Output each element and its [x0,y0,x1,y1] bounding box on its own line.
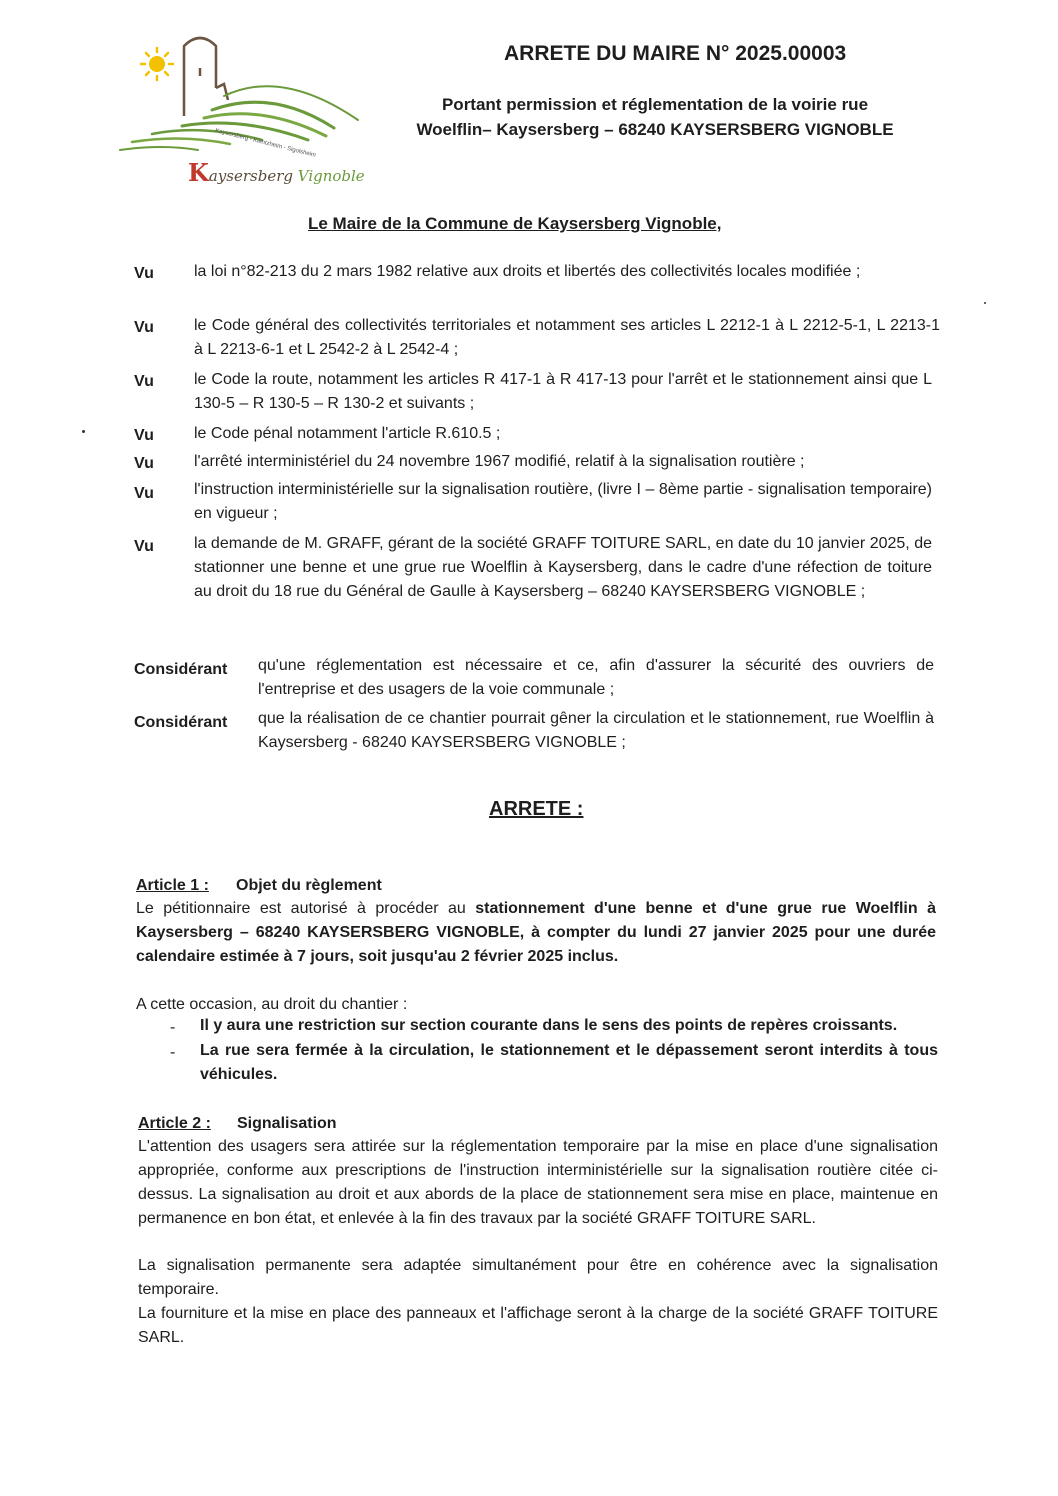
vineyard-icon [120,86,358,150]
mayor-heading: Le Maire de la Commune de Kaysersberg Vignoble, [308,214,722,233]
vu-label: Vu [134,485,154,502]
decree-subtitle: Portant permission et réglementation de la voirie rue Woelflin– Kaysersberg – 68240 KAYSERSBERG VIGNOBLE [416,95,894,139]
article-2-para: L'attention des usagers sera attirée sur la réglementation temporaire par la mise en place d'une signalisation appropriée, conforme aux prescriptions de l'instruction interministérielle sur la signalisation routière citée ci-dessus. La signalisation au droit et aux abords de la place de stationnement sera mise en place, maintenue en permanence en bon état, et enlevée à la fin des travaux par la société GRAFF TOITURE SARL. [138,1138,938,1227]
bullet-dash: - [170,1044,176,1061]
vu-item: la demande de M. GRAFF, gérant de la société GRAFF TOITURE SARL, en date du 10 janvier 2025, de stationner une benne et une grue rue Woelflin à Kaysersberg, dans le cadre d'une réfection de toiture au droit du 18 rue du Général de Gaulle à Kaysersberg – 68240 KAYSERSBERG VIGNOBLE ; [194,535,932,600]
article-2-para: La signalisation permanente sera adaptée simultanément pour être en cohérence avec la signalisation temporaire. [138,1257,938,1298]
article-2-para: La fourniture et la mise en place des panneaux et l'affichage seront à la charge de la société GRAFF TOITURE SARL. [138,1305,938,1346]
vu-label: Vu [134,265,154,282]
article-1-body: Le pétitionnaire est autorisé à procéder au stationnement d'une benne et d'une grue rue Woelflin à Kaysersberg – 68240 KAYSERSBERG VIGNOBLE, à compter du lundi 27 janvier 2025 pour une durée calendaire estimée à 7 jours, soit jusqu'au 2 février 2025 inclus. [136,900,936,965]
considerant-item: qu'une réglementation est nécessaire et ce, afin d'assurer la sécurité des ouvriers de l'entreprise et des usagers de la voie communale ; [258,657,934,698]
vu-label: Vu [134,455,154,472]
vu-item: le Code général des collectivités territoriales et notamment ses articles L 2212-1 à L 2212-5-1, L 2213-1 à L 2213-6-1 et L 2542-2 à L 2542-4 ; [194,317,940,358]
article-1-occasion: A cette occasion, au droit du chantier : [136,996,408,1013]
sun-icon [141,48,173,80]
considerant-item: que la réalisation de ce chantier pourrait gêner la circulation et le stationnement, rue Woelflin à Kaysersberg - 68240 KAYSERSBERG VIGNOBLE ; [258,710,934,751]
vu-label: Vu [134,373,154,390]
vu-item: l'arrêté interministériel du 24 novembre 1967 modifié, relatif à la signalisation routière ; [194,453,805,470]
logo-graphic [112,28,372,178]
vu-label: Vu [134,319,154,336]
article-1-bullet: La rue sera fermée à la circulation, le stationnement et le dépassement seront interdits à tous véhicules. [200,1042,938,1083]
vu-label: Vu [134,538,154,555]
scan-speck [82,430,85,433]
logo-subline: Kaysersberg - Kientzheim - Sigolsheim [214,128,317,159]
arrete-heading: ARRETE : [489,798,584,820]
article-2-label: Article 2 : [138,1115,211,1132]
vu-item: le Code la route, notamment les articles R 417-1 à R 417-13 pour l'arrêt et le stationnement ainsi que L 130-5 – R 130-5 – R 130-2 et suivants ; [194,371,932,412]
logo-wordmark: Kaysersberg Vignoble [188,158,365,187]
vu-item: la loi n°82-213 du 2 mars 1982 relative aux droits et libertés des collectivités locales modifiée ; [194,263,861,280]
considerant-label: Considérant [134,714,228,731]
vu-item: le Code pénal notamment l'article R.610.5 ; [194,425,501,442]
article-1-bullet: Il y aura une restriction sur section courante dans le sens des points de repères croissants. [200,1017,898,1034]
considerant-label: Considérant [134,661,228,678]
article-2-title: Signalisation [237,1115,337,1132]
bullet-dash: - [170,1019,176,1036]
vu-label: Vu [134,427,154,444]
decree-title: ARRETE DU MAIRE N° 2025.00003 [504,42,847,65]
article-1-label: Article 1 : [136,877,209,894]
commune-logo [112,28,372,187]
scan-speck [984,302,986,304]
tower-icon [184,38,228,116]
article-1-title: Objet du règlement [236,877,382,894]
vu-item: l'instruction interministérielle sur la signalisation routière, (livre I – 8ème partie - signalisation temporaire) en vigueur ; [194,481,932,522]
